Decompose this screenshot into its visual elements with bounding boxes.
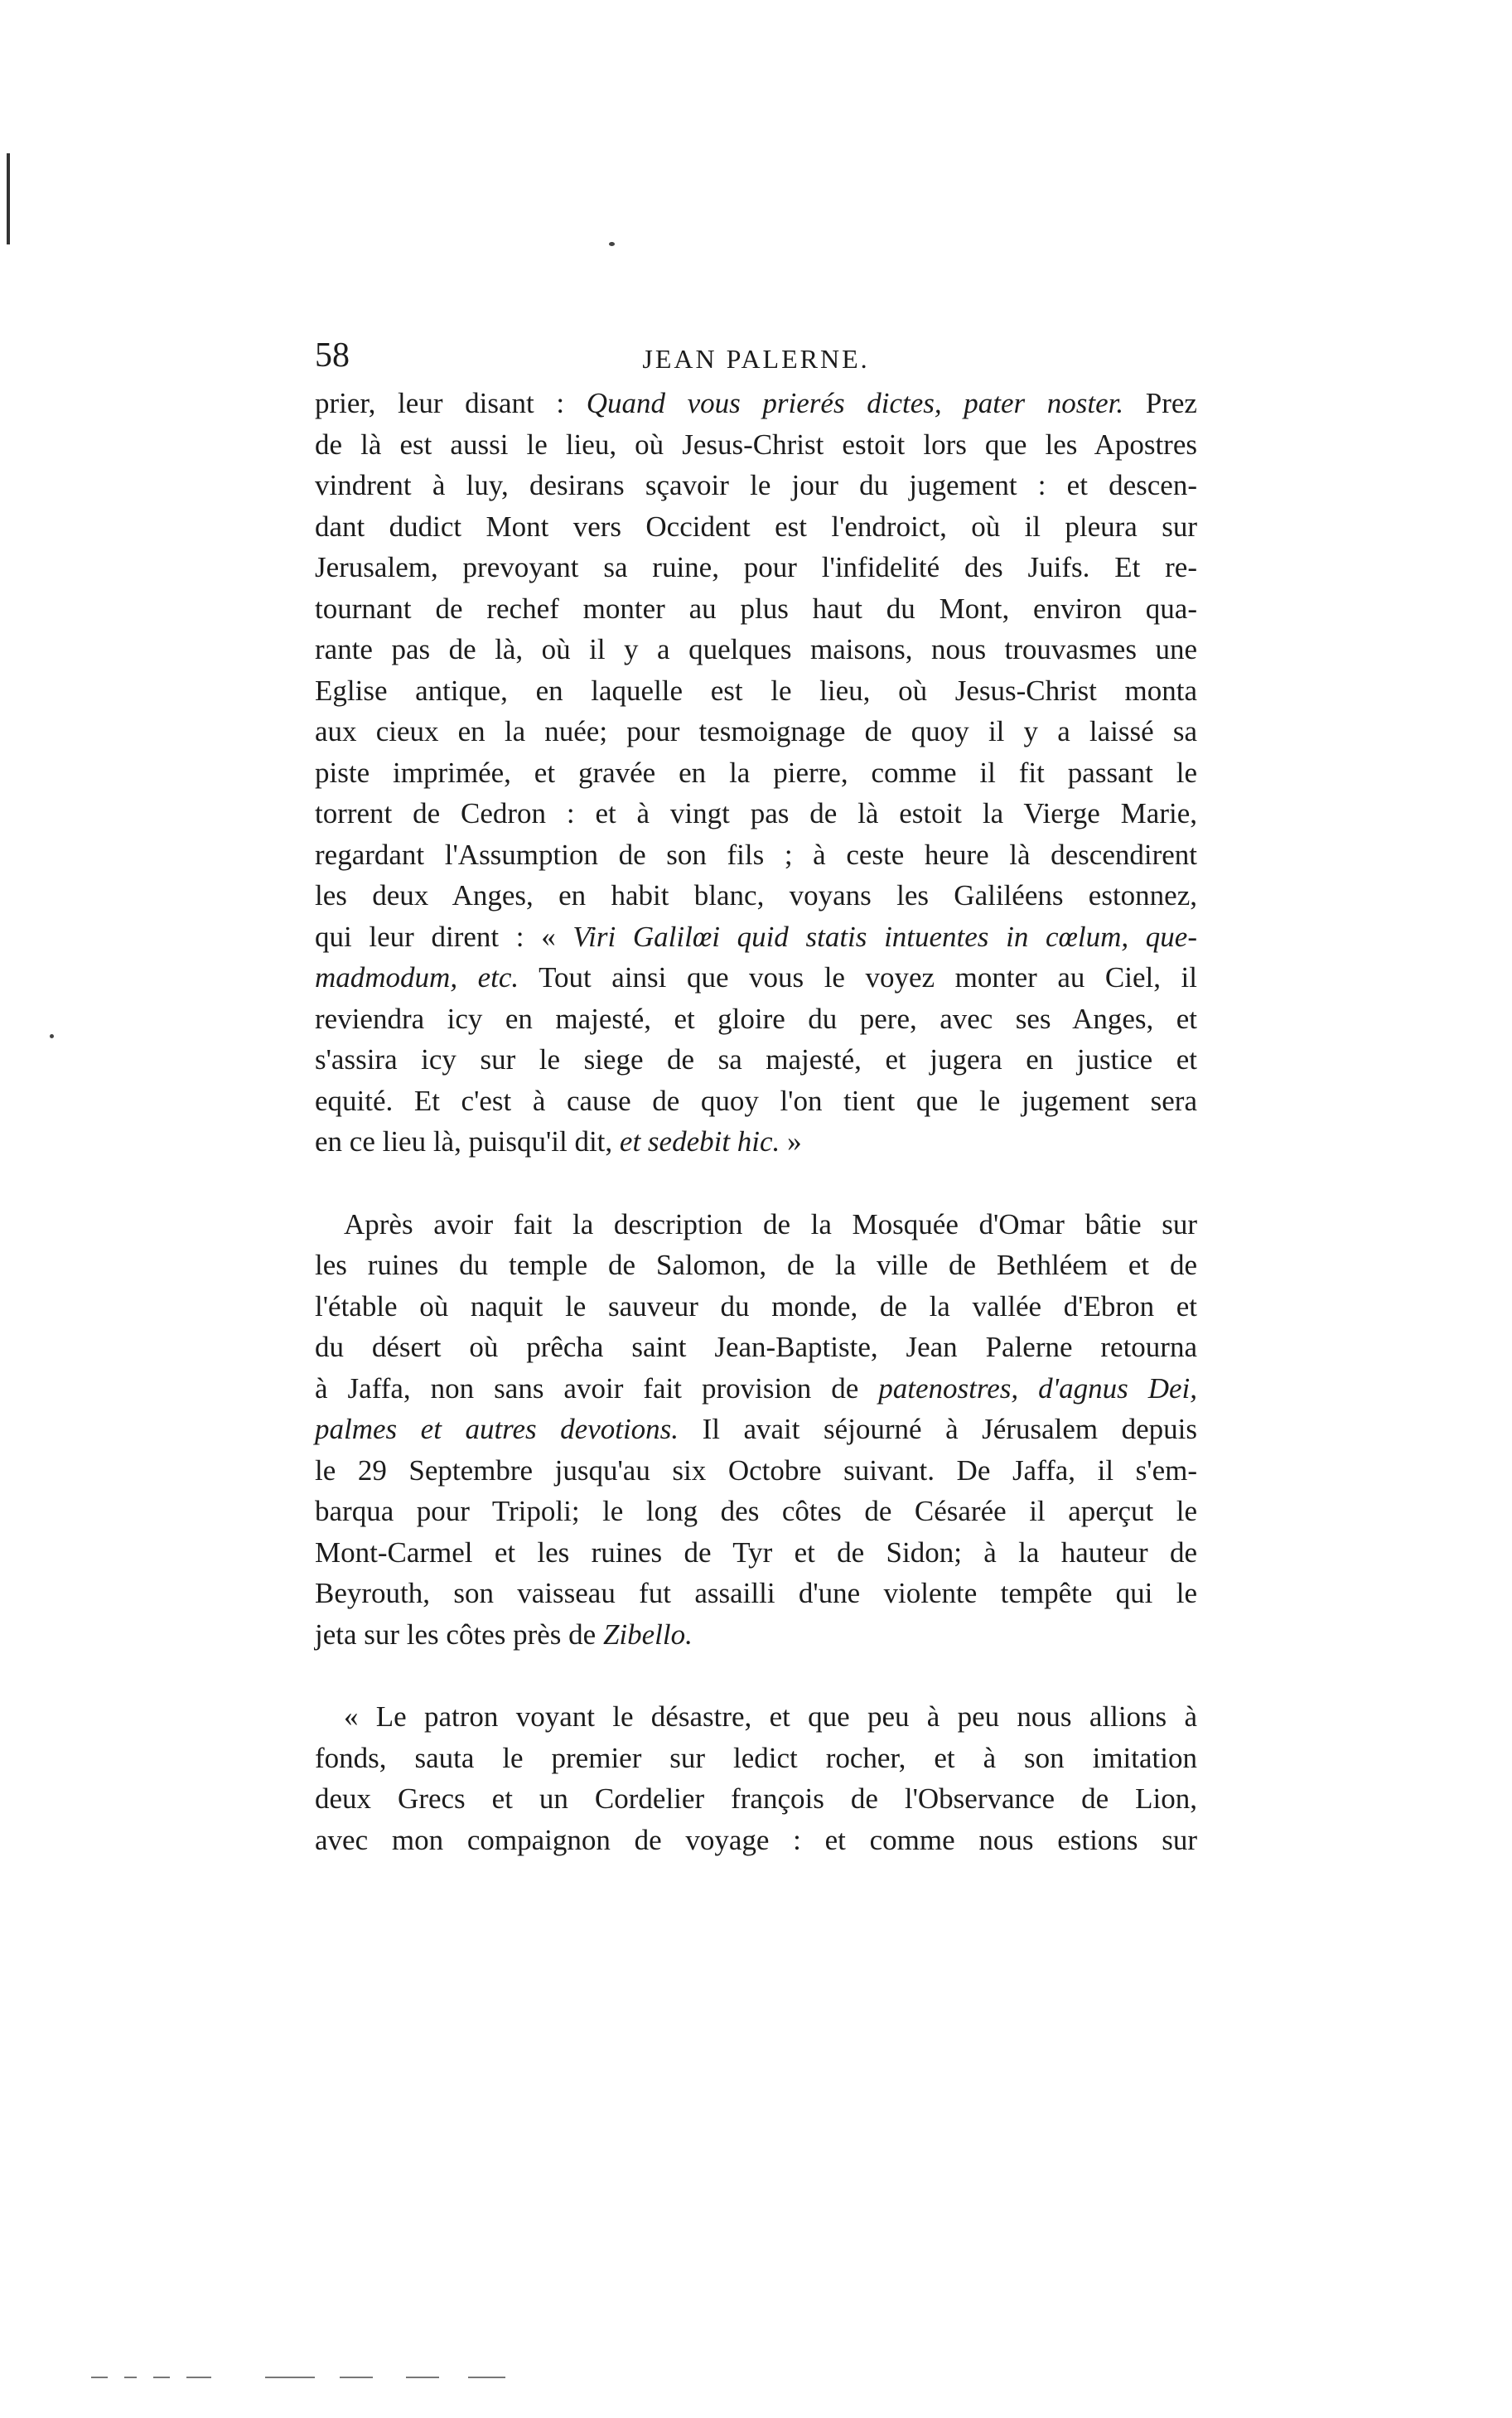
text-line: jeta sur les côtes près de Zibello. (315, 1618, 693, 1651)
italic-text: Quand vous prierés dictes, pater noster. (586, 387, 1124, 419)
italic-text: madmodum, etc. (315, 961, 519, 994)
text-line: le 29 Septembre jusqu'au six Octobre suivant. De Jaffa, il s'em- (315, 1453, 1197, 1487)
text-line: rante pas de là, où il y a quelques maisons, nous trouvasmes une (315, 633, 1197, 665)
text-line: regardant l'Assumption de son fils ; à ceste heure là descendirent (315, 838, 1197, 871)
text-line: Eglise antique, en laquelle est le lieu, où Jesus-Christ monta (315, 674, 1197, 707)
text-line: avec mon compaignon de voyage : et comme nous estions sur (315, 1823, 1197, 1856)
text-line: Mont-Carmel et les ruines de Tyr et de Sidon; à la hauteur de (315, 1535, 1197, 1569)
page-number: 58 (315, 336, 350, 375)
running-head: JEAN PALERNE. (642, 344, 870, 374)
text-line: de là est aussi le lieu, où Jesus-Christ estoit lors que les Apostres (315, 428, 1197, 461)
text-line: « Le patron voyant le désastre, et que peu à peu nous allions à (344, 1700, 1197, 1733)
text-line: du désert où prêcha saint Jean-Baptiste, Jean Palerne retourna (315, 1331, 1197, 1363)
text-line: qui leur dirent : « Viri Galilœi quid statis intuentes in cœlum, que- (315, 920, 1197, 953)
text-line: madmodum, etc. Tout ainsi que vous le voyez monter au Ciel, il (315, 961, 1197, 994)
text-line: les deux Anges, en habit blanc, voyans les Galiléens estonnez, (315, 879, 1197, 912)
text-line: à Jaffa, non sans avoir fait provision de patenostres, d'agnus Dei, (315, 1371, 1197, 1405)
text-line: en ce lieu là, puisqu'il dit, et sedebit hic. » (315, 1125, 802, 1158)
text-line: prier, leur disant : Quand vous prierés dictes, pater noster. Prez (315, 387, 1197, 419)
text-line: l'étable où naquit le sauveur du monde, de la vallée d'Ebron et (315, 1289, 1197, 1323)
text-line: Beyrouth, son vaisseau fut assailli d'une violente tempête qui le (315, 1577, 1197, 1609)
text-line: barqua pour Tripoli; le long des côtes de Césarée il aperçut le (315, 1495, 1197, 1527)
text-line: piste imprimée, et gravée en la pierre, comme il fit passant le (315, 756, 1197, 789)
text-line: tournant de rechef monter au plus haut du Mont, environ qua- (315, 592, 1197, 625)
italic-text: et sedebit hic. (619, 1125, 780, 1158)
text-line: torrent de Cedron : et à vingt pas de là estoit la Vierge Marie, (315, 797, 1197, 829)
scan-speck (609, 242, 615, 246)
text-line: s'assira icy sur le siege de sa majesté, et jugera en justice et (315, 1043, 1197, 1076)
paragraph (315, 1696, 1197, 1860)
page-header (315, 336, 1197, 377)
paragraph (315, 383, 1197, 1163)
text-line: aux cieux en la nuée; pour tesmoignage de quoy il y a laissé sa (315, 715, 1197, 747)
text-line: reviendra icy en majesté, et gloire du pere, avec ses Anges, et (315, 1002, 1197, 1035)
italic-text: Viri Galilœi quid statis intuentes in cœlum, que- (572, 920, 1197, 953)
text-line: dant dudict Mont vers Occident est l'endroict, où il pleura sur (315, 510, 1197, 543)
italic-text: Zibello. (602, 1618, 693, 1651)
scan-speck (50, 1034, 54, 1038)
paragraph-gap (315, 1163, 1197, 1204)
text-line: Après avoir fait la description de la Mosquée d'Omar bâtie sur (344, 1207, 1197, 1240)
text-line: vindrent à luy, desirans sçavoir le jour du jugement : et descen- (315, 469, 1197, 501)
text-line: palmes et autres devotions. Il avait séjourné à Jérusalem depuis (315, 1413, 1197, 1445)
body-text (315, 383, 1197, 1860)
paragraph-gap (315, 1655, 1197, 1696)
text-line: fonds, sauta le premier sur ledict rocher, et à son imitation (315, 1741, 1197, 1774)
italic-text: patenostres, d'agnus Dei, (878, 1371, 1197, 1405)
scan-footer-marks (91, 2377, 505, 2380)
paragraph (315, 1204, 1197, 1656)
scan-edge-mark (7, 153, 10, 244)
italic-text: palmes et autres devotions. (315, 1413, 679, 1445)
text-line: deux Grecs et un Cordelier françois de l'Observance de Lion, (315, 1782, 1197, 1815)
text-line: equité. Et c'est à cause de quoy l'on tient que le jugement sera (315, 1084, 1197, 1117)
text-line: les ruines du temple de Salomon, de la ville de Bethléem et de (315, 1249, 1197, 1281)
text-line: Jerusalem, prevoyant sa ruine, pour l'infidelité des Juifs. Et re- (315, 551, 1197, 583)
